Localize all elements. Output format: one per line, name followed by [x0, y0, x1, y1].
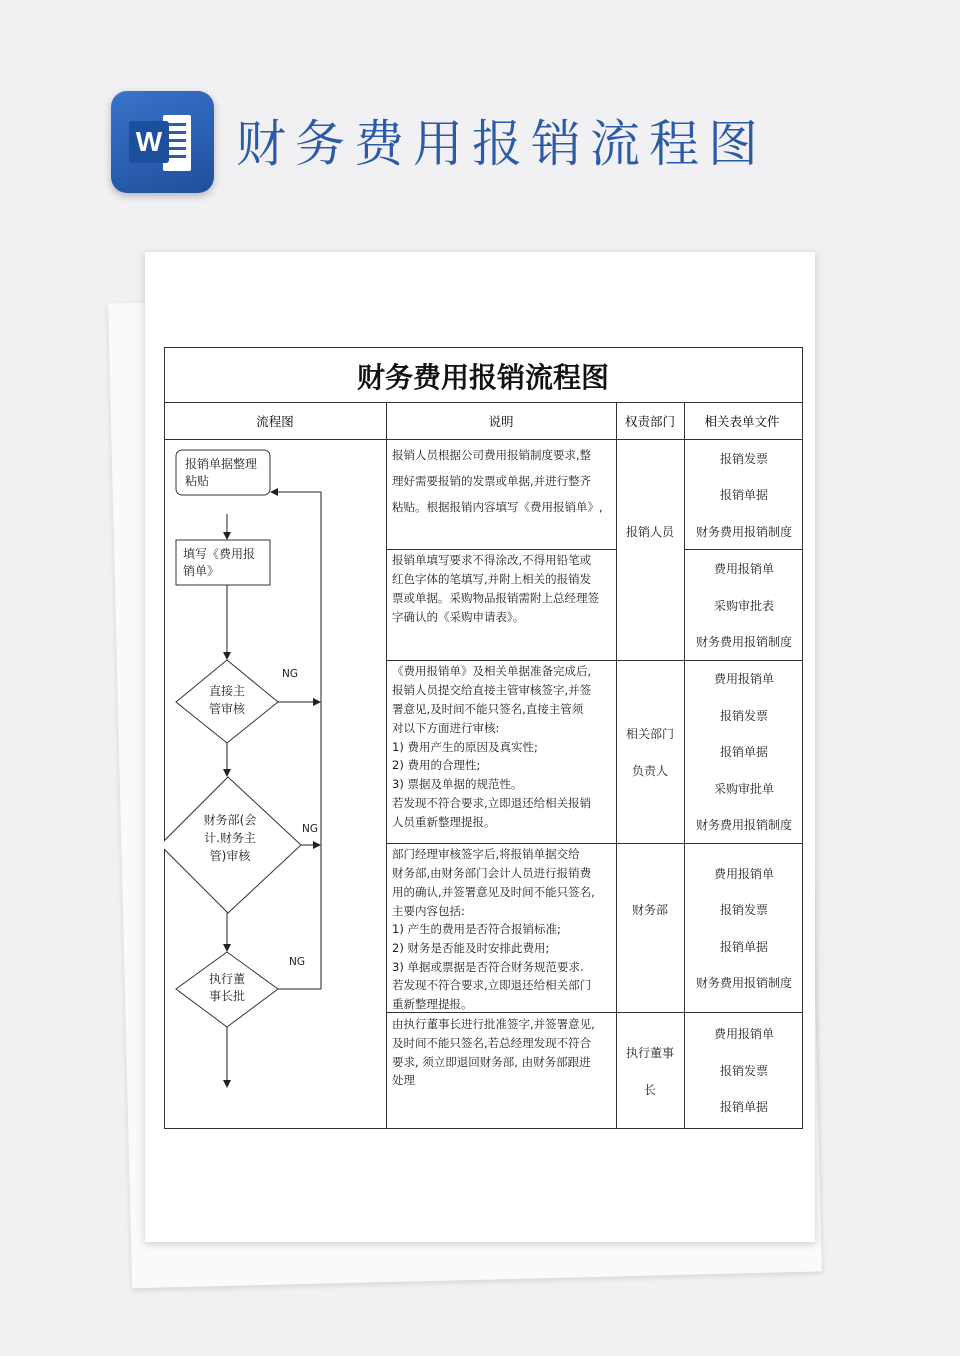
row1-desc-2: 理好需要报销的发票或单据,并进行整齐	[392, 474, 592, 488]
row4-desc-1: 部门经理审核签字后,将报销单据交给	[392, 847, 580, 861]
row3-desc-4: 对以下方面进行审核:	[392, 721, 500, 735]
row1-form-3: 财务费用报销制度	[695, 525, 793, 539]
row1-form-2: 报销单据	[719, 488, 769, 502]
document-title: 财务费用报销流程图	[356, 361, 610, 394]
dept-reimburser: 报销人员	[625, 525, 675, 539]
row4-desc-3: 用的确认,并签署意见及时间不能只签名,	[392, 885, 595, 899]
row4-form-2: 报销发票	[719, 903, 769, 917]
row4-desc-9: 重新整理提报。	[392, 997, 473, 1011]
process-table-svg	[164, 347, 804, 1130]
row2-form-1: 费用报销单	[713, 562, 775, 576]
row5-desc-2: 及时间不能只签名,若总经理发现不符合	[392, 1036, 592, 1050]
row3-desc-1: 《费用报销单》及相关单据准备完成后,	[392, 664, 592, 678]
row3-desc-7: 3) 票据及单据的规范性。	[392, 777, 523, 791]
header-department: 权责部门	[624, 414, 676, 429]
row1-desc-3: 粘贴。根据报销内容填写《费用报销单》,	[392, 500, 603, 514]
row2-desc-3: 票或单据。采购物品报销需附上总经理签	[392, 591, 599, 605]
row1-form-1: 报销发票	[719, 452, 769, 466]
row4-desc-8: 若发现不符合要求,立即退还给相关部门	[392, 978, 592, 992]
flow-step-fill-line1: 填写《费用报	[183, 547, 256, 561]
row4-form-4: 财务费用报销制度	[695, 976, 793, 990]
flow-diamond3-line1: 执行董	[208, 972, 246, 986]
row5-form-1: 费用报销单	[713, 1027, 775, 1041]
header-flowchart: 流程图	[256, 414, 294, 429]
flow-step-fill-line2: 销单》	[183, 564, 220, 578]
ng-label-1: NG	[282, 668, 298, 680]
row3-desc-2: 报销人员提交给直接主管审核签字,并签	[392, 683, 592, 697]
row4-form-3: 报销单据	[719, 940, 769, 954]
row1-desc-1: 报销人员根据公司费用报销制度要求,整	[392, 448, 592, 462]
word-app-icon	[111, 91, 214, 193]
row3-form-3: 报销单据	[719, 745, 769, 759]
row4-form-1: 费用报销单	[713, 867, 775, 881]
page-title: 财务费用报销流程图	[236, 115, 767, 173]
row4-desc-5: 1) 产生的费用是否符合报销标准;	[392, 922, 561, 936]
row4-desc-2: 财务部,由财务部门会计人员进行报销费	[392, 866, 592, 880]
row2-desc-4: 字确认的《采购申请表》。	[392, 610, 525, 624]
row5-form-2: 报销发票	[719, 1064, 769, 1078]
row3-desc-6: 2) 费用的合理性;	[392, 758, 481, 772]
row3-form-5: 财务费用报销制度	[695, 818, 793, 832]
ng-label-3: NG	[289, 956, 305, 968]
dept-supervisor-line2: 负责人	[631, 764, 669, 778]
flow-step-organize-line2: 粘贴	[185, 474, 210, 488]
flow-diamond-finance	[164, 777, 301, 913]
flow-diamond2-line1: 财务部(会	[203, 813, 257, 827]
row2-desc-1: 报销单填写要求不得涂改,不得用铅笔或	[392, 553, 592, 567]
process-table	[164, 347, 804, 1134]
row5-desc-1: 由执行董事长进行批准签字,并签署意见,	[392, 1017, 595, 1031]
dept-chairman-line2: 长	[643, 1083, 657, 1097]
row5-desc-4: 处理	[392, 1073, 415, 1087]
row4-desc-4: 主要内容包括:	[392, 904, 465, 918]
flow-diamond3-line2: 事长批	[208, 989, 246, 1003]
word-letter: W	[129, 121, 169, 163]
ng-label-2: NG	[302, 823, 318, 835]
dept-finance: 财务部	[631, 903, 669, 917]
row2-desc-2: 红色字体的笔填写,并附上相关的报销发	[392, 572, 592, 586]
row4-desc-7: 3) 单据或票据是否符合财务规范要求.	[392, 960, 584, 974]
row5-desc-3: 要求, 须立即退回财务部, 由财务部跟进	[392, 1055, 591, 1069]
row2-form-3: 财务费用报销制度	[695, 635, 793, 649]
flow-step-organize-line1: 报销单据整理	[185, 457, 258, 471]
row3-form-4: 采购审批单	[713, 782, 775, 796]
flow-diamond2-line3: 管)审核	[209, 849, 251, 863]
row3-desc-9: 人员重新整理提报。	[392, 815, 496, 829]
row3-desc-5: 1) 费用产生的原因及真实性;	[392, 740, 538, 754]
row3-form-2: 报销发票	[719, 709, 769, 723]
row4-desc-6: 2) 财务是否能及时安排此费用;	[392, 941, 550, 955]
flow-diamond1-line2: 管审核	[208, 702, 246, 716]
flow-diamond2-line2: 计.财务主	[204, 831, 256, 845]
dept-supervisor-line1: 相关部门	[625, 727, 675, 741]
header-forms: 相关表单文件	[704, 414, 780, 429]
row3-desc-8: 若发现不符合要求,立即退还给相关报销	[392, 796, 592, 810]
row3-form-1: 费用报销单	[713, 672, 775, 686]
flow-diamond1-line1: 直接主	[208, 684, 246, 698]
header-description: 说明	[488, 414, 514, 429]
dept-chairman-line1: 执行董事	[625, 1046, 675, 1060]
row3-desc-3: 署意见,及时间不能只签名,直接主管须	[392, 702, 584, 716]
row2-form-2: 采购审批表	[713, 599, 775, 613]
row5-form-3: 报销单据	[719, 1100, 769, 1114]
